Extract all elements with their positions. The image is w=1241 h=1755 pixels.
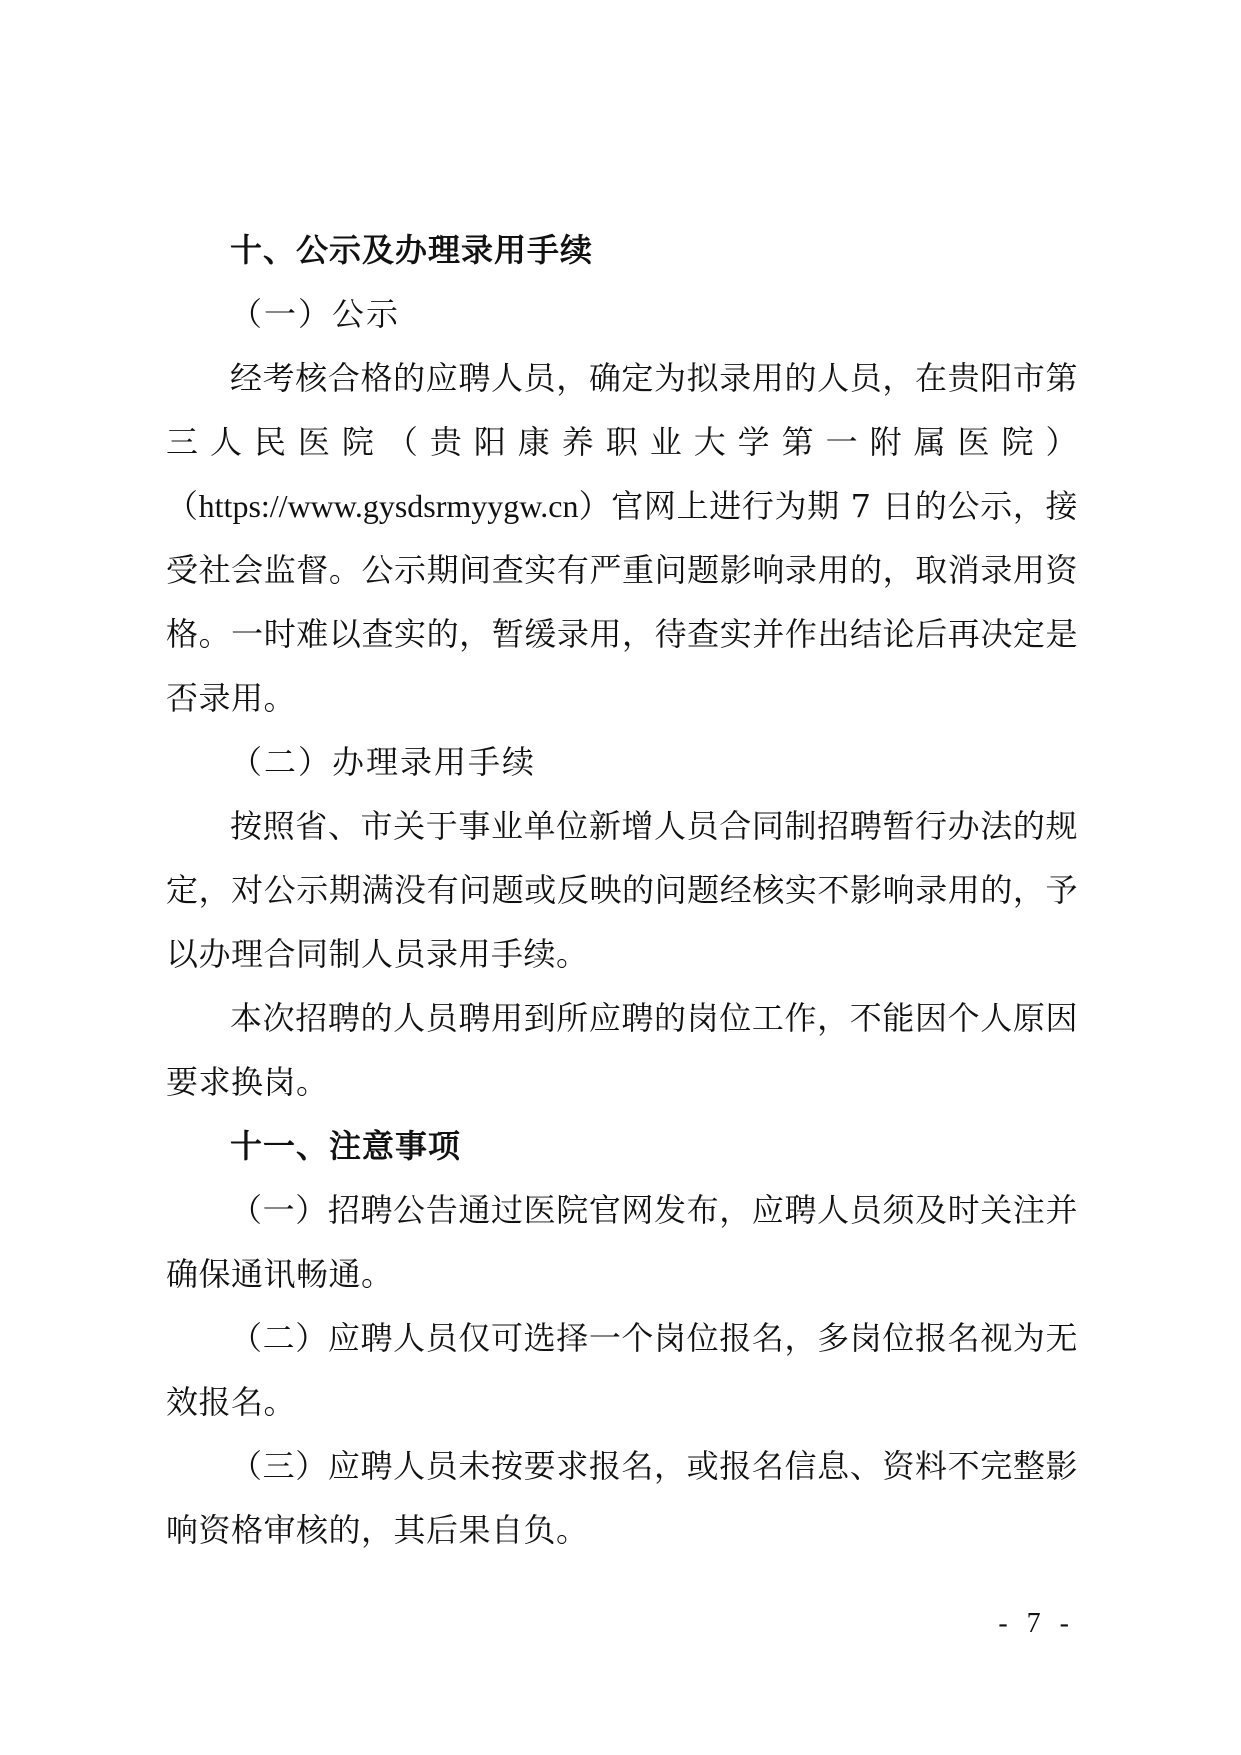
section-11-item-3: （三）应聘人员未按要求报名，或报名信息、资料不完整影响资格审核的，其后果自负。 — [166, 1447, 1078, 1549]
section-11-item-1: （一）招聘公告通过医院官网发布，应聘人员须及时关注并确保通讯畅通。 — [166, 1191, 1078, 1293]
document-body — [166, 218, 1078, 1562]
section-10-2-paragraph-1: 按照省、市关于事业单位新增人员合同制招聘暂行办法的规定，对公示期满没有问题或反映的问题经核实不影响录用的，予以办理合同制人员录用手续。 — [166, 807, 1078, 973]
section-11-item-2: （二）应聘人员仅可选择一个岗位报名，多岗位报名视为无效报名。 — [166, 1319, 1078, 1421]
paragraph-text: 经考核合格的应聘人员，确定为拟录用的人员，在贵阳市第三人民医院（贵阳康养职业大学第一附属医院）（ — [166, 359, 1078, 525]
section-11-heading: 十一、注意事项 — [230, 1127, 462, 1165]
page-number: - 7 - — [998, 1608, 1075, 1639]
website-url: https://www.gysdsrmyygw.cn — [198, 488, 579, 524]
section-10-1-paragraph — [166, 346, 1078, 730]
section-10-2-paragraph-2: 本次招聘的人员聘用到所应聘的岗位工作，不能因个人原因要求换岗。 — [166, 999, 1078, 1101]
paragraph-text: ）官网上进行为期 7 日的公示，接受社会监督。公示期间查实有严重问题影响录用的，取消录用资格。一时难以查实的，暂缓录用，待查实并作出结论后再决定是否录用。 — [166, 487, 1078, 717]
section-10-1-heading: （一）公示 — [230, 295, 401, 333]
section-10-heading: 十、公示及办理录用手续 — [230, 231, 594, 269]
section-10-2-heading: （二）办理录用手续 — [230, 743, 537, 781]
